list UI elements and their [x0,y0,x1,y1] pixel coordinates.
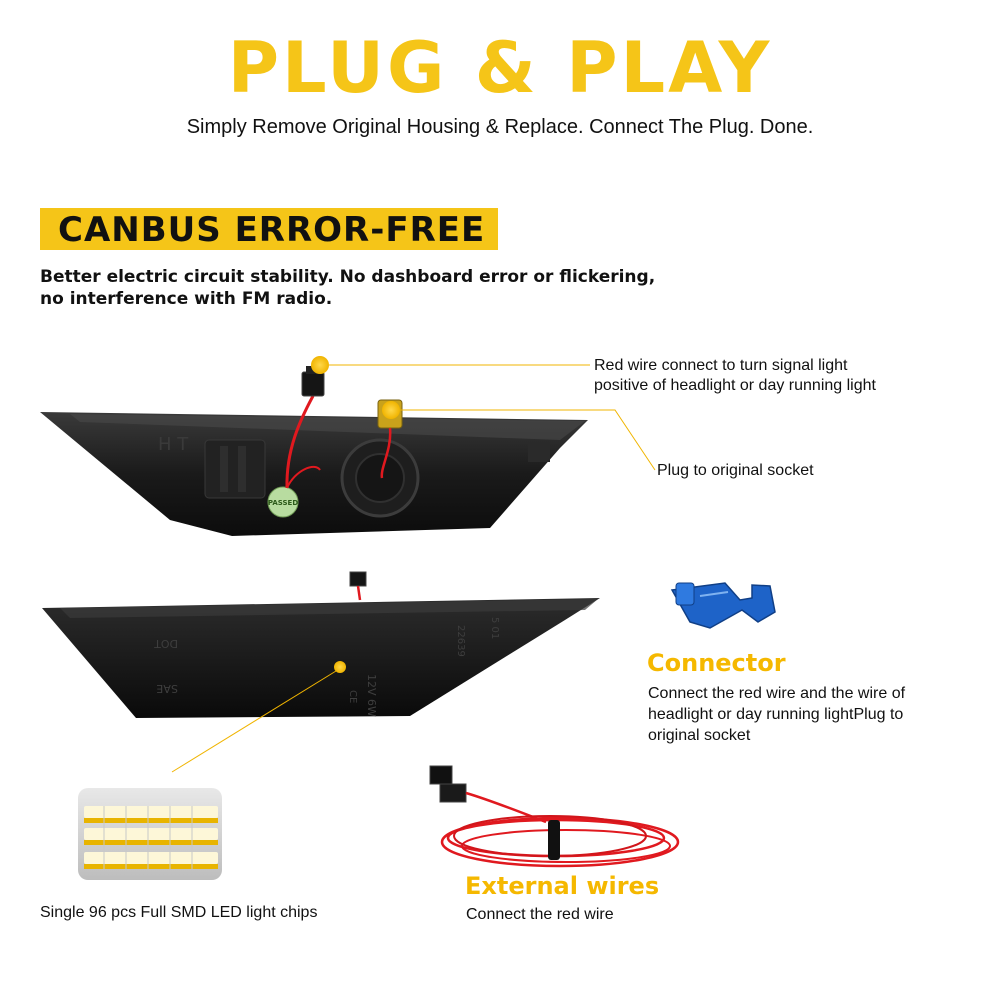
connector-heading: Connector [647,649,786,677]
callout-dot-plug [382,401,400,419]
callout-red-wire-line-2: positive of headlight or day running light [594,377,876,394]
canbus-desc-line-2: no interference with FM radio. [40,289,333,309]
lamp-back-view [40,356,655,536]
connector-desc-line-1: Connect the red wire and the wire of [648,685,906,702]
connector-description [648,683,968,746]
callout-plug: Plug to original socket [657,462,814,479]
page-subtitle: Simply Remove Original Housing & Replace. Connect The Plug. Done. [186,116,814,138]
callout-red-wire [594,356,954,396]
connector-desc-line-3: original socket [648,727,751,744]
callout-dot-red-wire [311,356,329,374]
front-voltage-marking: 12V 6W [365,674,378,717]
front-batch-marking: 5 01 [489,617,500,640]
external-wires-heading: External wires [465,872,660,900]
front-ce-marking: CE [347,690,358,704]
svg-text:PASSED: PASSED [267,499,299,507]
front-dot-marking: DOT [154,637,178,650]
led-description: Single 96 pcs Full SMD LED light chips [40,904,318,921]
canbus-desc-line-1: Better electric circuit stability. No dashboard error or flickering, [40,267,656,287]
front-code-marking: 22639 [455,625,466,657]
callout-red-wire-line-1: Red wire connect to turn signal light [594,357,848,374]
connector-image [672,583,775,628]
back-label-text: H T [158,434,189,455]
canbus-heading: CANBUS ERROR-FREE [58,210,486,250]
external-wires-description: Connect the red wire [466,906,614,923]
lamp-front-view [42,572,600,772]
external-wires-image [430,766,678,866]
page-title: PLUG & PLAY [227,27,773,109]
led-chip-panel [78,788,222,880]
connector-desc-line-2: headlight or day running lightPlug to [648,706,904,723]
front-sae-marking: SAE [156,682,178,695]
